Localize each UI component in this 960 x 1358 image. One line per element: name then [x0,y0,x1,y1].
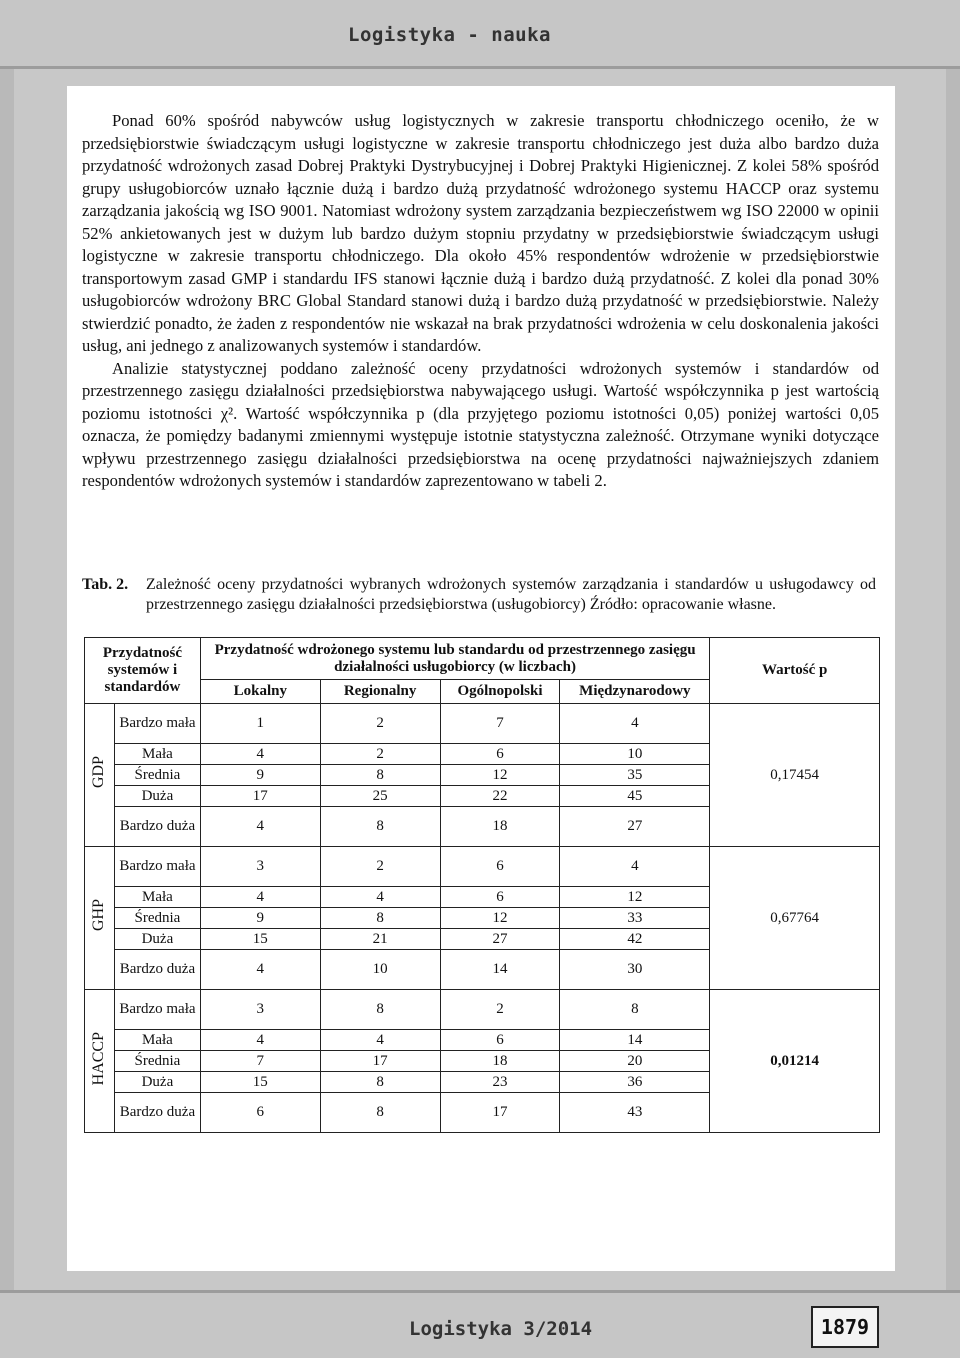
header-usefulness: Przydatność systemów i standardów [85,638,201,704]
rating-label: Duża [114,786,200,807]
value-cell: 33 [560,908,710,929]
value-cell: 4 [200,950,320,990]
system-name: HACCP [90,1031,108,1086]
value-cell: 8 [560,990,710,1030]
value-cell: 4 [560,847,710,887]
rating-label: Średnia [114,908,200,929]
value-cell: 9 [200,765,320,786]
rating-label: Bardzo duża [114,950,200,990]
right-margin-strip [946,0,960,1355]
table-row [85,847,880,887]
left-margin-strip [0,0,14,1355]
rating-label: Bardzo duża [114,1093,200,1133]
value-cell: 3 [200,847,320,887]
value-cell: 2 [440,990,560,1030]
footer-title: Logistyka 3/2014 [409,1318,593,1340]
value-cell: 4 [320,1030,440,1051]
p-value: 0,17454 [710,704,880,847]
value-cell: 42 [560,929,710,950]
value-cell: 45 [560,786,710,807]
value-cell: 4 [560,704,710,744]
value-cell: 4 [200,744,320,765]
rating-label: Bardzo mała [114,847,200,887]
value-cell: 4 [200,807,320,847]
paragraph-2: Analizie statystycznej poddano zależność oceny przydatności wdrożonych systemów i standardów od przestrzennego zasięgu działalności przedsiębiorstwa nabywającego usługi. Wartość współczynnika p jest wartością poziomu istotności χ². Wartość współczynnika p (dla przyjętego poziomu istotności 0,05) poniżej wartości 0,05 oznacza, że pomiędzy badanymi zmiennymi występuje istotnie statystyczna zależność. Otrzymane wyniki dotyczące wpływu przestrzennego zasięgu działalności przedsiębiorstwa na ocenę przydatności najważniejszych zdaniem respondentów wdrożonych systemów i standardów zaprezentowano w tabeli 2. [82,358,879,490]
system-name: GHP [90,899,108,932]
value-cell: 3 [200,990,320,1030]
page-number: 1879 [811,1306,879,1348]
caption-label: Tab. 2. [82,576,129,593]
value-cell: 6 [440,744,560,765]
value-cell: 21 [320,929,440,950]
system-name: GDP [90,756,108,789]
rating-label: Bardzo duża [114,807,200,847]
value-cell: 6 [200,1093,320,1133]
value-cell: 8 [320,765,440,786]
column-header: Lokalny [200,680,320,704]
value-cell: 14 [560,1030,710,1051]
rating-label: Średnia [114,1051,200,1072]
value-cell: 27 [560,807,710,847]
value-cell: 14 [440,950,560,990]
value-cell: 9 [200,908,320,929]
value-cell: 20 [560,1051,710,1072]
caption-text: Zależność oceny przydatności wybranych wdrożonych systemów zarządzania i standardów u usługodawcy od przestrzennego zasięgu działalności przedsiębiorstwa (usługobiorcy) Źródło: opracowanie własne. [146,576,876,613]
value-cell: 12 [440,765,560,786]
column-header: Ogólnopolski [440,680,560,704]
system-name-cell [85,990,115,1133]
rating-label: Mała [114,1030,200,1051]
value-cell: 12 [560,887,710,908]
value-cell: 18 [440,1051,560,1072]
value-cell: 15 [200,1072,320,1093]
rating-label: Mała [114,744,200,765]
value-cell: 10 [320,950,440,990]
value-cell: 4 [200,1030,320,1051]
value-cell: 25 [320,786,440,807]
value-cell: 22 [440,786,560,807]
column-header: Międzynarodowy [560,680,710,704]
p-value: 0,01214 [710,990,880,1133]
value-cell: 30 [560,950,710,990]
value-cell: 43 [560,1093,710,1133]
table-body [85,704,880,1133]
header-p-value: Wartość p [710,638,880,704]
table-row [85,704,880,744]
rating-label: Średnia [114,765,200,786]
value-cell: 10 [560,744,710,765]
value-cell: 7 [440,704,560,744]
value-cell: 8 [320,908,440,929]
value-cell: 7 [200,1051,320,1072]
value-cell: 4 [320,887,440,908]
value-cell: 6 [440,887,560,908]
column-header: Regionalny [320,680,440,704]
rating-label: Bardzo mała [114,704,200,744]
header-title: Logistyka - nauka [348,24,551,46]
value-cell: 2 [320,704,440,744]
value-cell: 27 [440,929,560,950]
table-row [85,990,880,1030]
value-cell: 4 [200,887,320,908]
rating-label: Mała [114,887,200,908]
value-cell: 17 [200,786,320,807]
value-cell: 8 [320,1093,440,1133]
system-name-cell [85,847,115,990]
value-cell: 18 [440,807,560,847]
rating-label: Bardzo mała [114,990,200,1030]
value-cell: 2 [320,847,440,887]
value-cell: 2 [320,744,440,765]
value-cell: 35 [560,765,710,786]
value-cell: 8 [320,807,440,847]
value-cell: 17 [440,1093,560,1133]
value-cell: 1 [200,704,320,744]
rating-label: Duża [114,1072,200,1093]
header-group: Przydatność wdrożonego systemu lub standardu od przestrzennego zasięgu działalności usługobiorcy (w liczbach) [200,638,709,680]
value-cell: 36 [560,1072,710,1093]
table-caption [82,575,879,615]
value-cell: 15 [200,929,320,950]
value-cell: 23 [440,1072,560,1093]
value-cell: 8 [320,1072,440,1093]
value-cell: 6 [440,1030,560,1051]
body-text [82,110,879,493]
rating-label: Duża [114,929,200,950]
paragraph-1: Ponad 60% spośród nabywców usług logistycznych w zakresie transportu chłodniczego oceniło, że w przedsiębiorstwie świadczącym usługi logistyczne w zakresie transportu chłodniczego jest duża albo bardzo duża przydatność wdrożonych zasad Dobrej Praktyki Dystrybucyjnej i Dobrej Praktyki Higienicznej. Z kolei 58% spośród grupy usługobiorców uznało łącznie dużą i bardzo dużą przydatność wdrożonego systemu HACCP oraz systemu zarządzania jakością wg ISO 9001. Natomiast wdrożony system zarządzania bezpieczeństwem wg ISO 22000 w opinii 52% ankietowanych jest w dużym lub bardzo dużym stopniu przydatny w przedsiębiorstwie świadczącym usługi logistyczne w zakresie transportu chłodniczego. Dla około 45% respondentów wdrożenie w przedsiębiorstwie transportowym zasad GMP i standardu IFS stanowi łącznie dużą i bardzo dużą przydatność. Z kolei dla ponad 30% usługobiorców wdrożony BRC Global Standard stanowi dużą i bardzo dużą przydatność w przedsiębiorstwie. Należy stwierdzić ponadto, że żaden z respondentów nie wskazał na brak przydatności wdrożenia w celu doskonalenia jakości usług, ani jednego z analizowanych systemów i standardów. [82,111,879,355]
system-name-cell [85,704,115,847]
results-table [84,637,880,1133]
value-cell: 17 [320,1051,440,1072]
value-cell: 8 [320,990,440,1030]
p-value: 0,67764 [710,847,880,990]
value-cell: 6 [440,847,560,887]
value-cell: 12 [440,908,560,929]
